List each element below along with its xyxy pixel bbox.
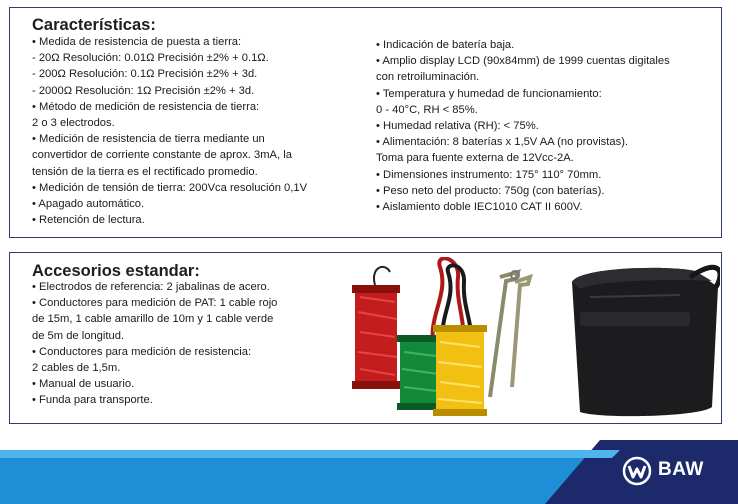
feature-left-item: • Retención de lectura. [32,214,145,227]
ground-stakes [490,271,530,397]
feature-right-item: • Dimensiones instrumento: 175° 110° 70mm. [376,168,602,181]
feature-left-item: • Apagado automático. [32,198,145,211]
accessory-item: • Conductores para medición de resistencia: [32,345,252,358]
feature-right-item: • Aislamiento doble IEC1010 CAT II 600V. [376,201,583,214]
accessory-item: de 15m, 1 cable amarillo de 10m y 1 cable verde [32,313,274,326]
feature-left-item: - 200Ω Resolución: 0.1Ω Precisión ±2% + 3d. [32,68,258,81]
feature-right-item: con retroiluminación. [376,71,480,84]
feature-right-item: Toma para fuente externa de 12Vcc-2A. [376,152,574,165]
carry-case [572,267,720,416]
accessory-item: de 5m de longitud. [32,329,125,342]
feature-left-item: - 2000Ω Resolución: 1Ω Precisión ±2% + 3d. [32,84,255,97]
accessories-photo [340,257,720,422]
yellow-cable-reel [433,325,487,416]
brand-name: BAW [658,459,704,480]
feature-left-item: tensión de la tierra es el rectificado promedio. [32,165,258,178]
feature-left-item: 2 o 3 electrodos. [32,117,115,130]
feature-left-item: convertidor de corriente constante de aprox. 3mA, la [32,149,292,162]
feature-right-item: • Peso neto del producto: 750g (con baterías). [376,184,605,197]
features-title: Características: [32,16,156,34]
red-cable-reel [352,267,400,389]
accessories-list [32,279,277,409]
feature-right-item: • Indicación de batería baja. [376,39,515,51]
features-right-list [376,37,670,215]
feature-right-item: • Humedad relativa (RH): < 75%. [376,120,539,133]
feature-left-item: • Método de medición de resistencia de tierra: [32,100,260,113]
accessory-item: • Manual de usuario. [32,378,135,391]
accessory-item: • Conductores para medición de PAT: 1 cable rojo [32,297,278,310]
baw-logo-icon [622,456,652,486]
feature-right-item: 0 - 40°C, RH < 85%. [376,103,478,116]
accessories-box [9,252,722,424]
accessory-item: • Funda para transporte. [32,394,153,407]
accessories-title: Accesorios estandar: [32,262,200,280]
features-left-list [32,34,307,228]
accessory-item: 2 cables de 1,5m. [32,362,121,375]
features-box [9,7,722,238]
feature-right-item: • Alimentación: 8 baterías x 1,5V AA (no provistas). [376,136,629,149]
feature-left-item: - 20Ω Resolución: 0.01Ω Precisión ±2% + 0.1Ω. [32,52,269,65]
feature-left-item: • Medida de resistencia de puesta a tierra: [32,36,242,48]
feature-left-item: • Medición de resistencia de tierra mediante un [32,133,265,146]
feature-right-item: • Temperatura y humedad de funcionamiento: [376,87,602,100]
accessory-item: • Electrodos de referencia: 2 jabalinas de acero. [32,281,270,293]
feature-right-item: • Amplio display LCD (90x84mm) de 1999 cuentas digitales [376,55,670,68]
feature-left-item: • Medición de tensión de tierra: 200Vca resolución 0,1V [32,181,308,194]
